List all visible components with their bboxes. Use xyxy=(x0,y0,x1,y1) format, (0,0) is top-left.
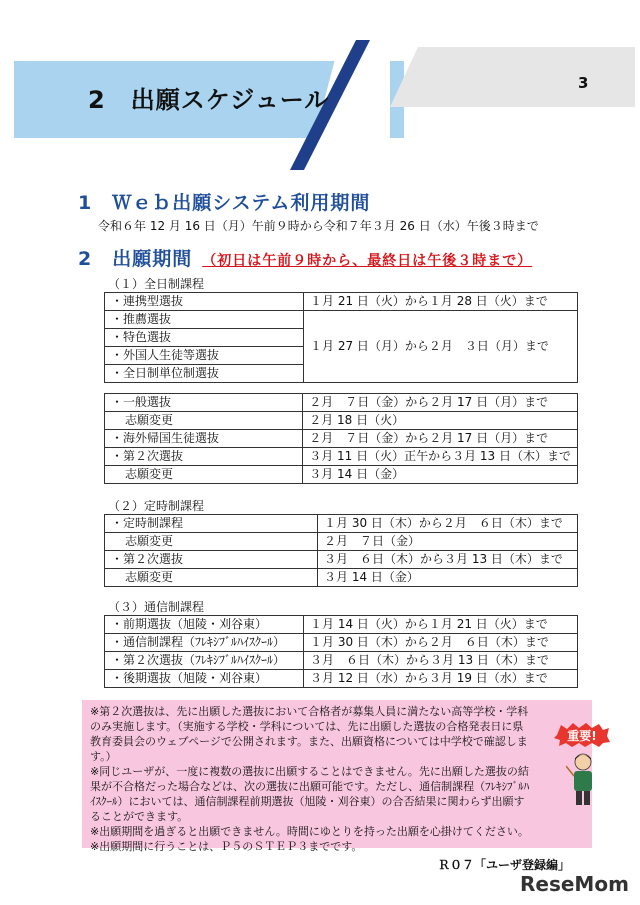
important-badge-icon xyxy=(553,722,611,748)
row-label: ・推薦選抜 xyxy=(105,311,304,329)
important-badge-text: 重要! xyxy=(567,729,597,743)
zennichi-table-2 xyxy=(104,393,578,484)
table-row xyxy=(105,670,578,688)
row-period: １月 14 日（火）から１月 21 日（火）まで xyxy=(304,616,578,634)
note-item: ※第２次選抜は、先に出願した選抜において合格者が募集人員に満たない高等学校・学科のみ実施します。（実施する学校・学科については、先に出願した選抜の合格発表日に県教育委員会のウェブページで公開されます。また、出願資格については中学校で確認します。） xyxy=(90,705,529,763)
table-row xyxy=(105,293,578,311)
row-period: ３月 ６日（木）から３月 13 日（木）まで xyxy=(304,652,578,670)
row-period: １月 30 日（木）から２月 ６日（木）まで xyxy=(318,515,578,533)
row-period: ３月 ６日（木）から３月 13 日（木）まで xyxy=(318,551,578,569)
row-label: ・定時制課程 xyxy=(105,515,318,533)
row-label: ・全日制単位制選抜 xyxy=(105,365,304,383)
row-period: ２月 18 日（火） xyxy=(303,412,578,430)
teiji-table xyxy=(104,514,578,587)
row-label: ・一般選抜 xyxy=(105,394,303,412)
row-period: ２月 ７日（金）から２月 17 日（月）まで xyxy=(303,430,578,448)
table-row xyxy=(105,394,578,412)
section1-heading: 1 Ｗｅｂ出願システム利用期間 xyxy=(78,192,371,214)
table-row xyxy=(105,616,578,634)
section2-heading xyxy=(78,244,532,271)
row-period: ２月 ７日（金）から２月 17 日（月）まで xyxy=(303,394,578,412)
notes-text xyxy=(90,704,530,854)
table-row xyxy=(105,634,578,652)
table-row xyxy=(105,448,578,466)
note-item: ※出願期間を過ぎると出願できません。時間にゆとりを持った出願を心掛けてください。 xyxy=(90,825,529,838)
row-period: １月 27 日（月）から２月 ３日（月）まで xyxy=(304,311,578,383)
row-period: ３月 14 日（金） xyxy=(303,466,578,484)
section2-note: （初日は午前９時から、最終日は午後３時まで） xyxy=(202,253,533,269)
row-label: 志願変更 xyxy=(105,533,318,551)
row-label: ・第２次選抜 xyxy=(105,448,303,466)
note-item: ※同じユーザが、一度に複数の選抜に出願することはできません。先に出願した選抜の結果が不合格だった場合などは、次の選抜に出願可能です。ただし、通信制課程（ﾌﾚｷｼﾌﾞﾙﾊｲｽｸｰﾙ）においては、通信制課程前期選抜（旭陵・刈谷東）の合否結果に関わらず出願することができます。 xyxy=(90,765,530,823)
table-row xyxy=(105,466,578,484)
table-row xyxy=(105,652,578,670)
row-label: 志願変更 xyxy=(105,466,303,484)
row-label: 志願変更 xyxy=(105,412,303,430)
row-period: ３月 12 日（水）から３月 19 日（水）まで xyxy=(304,670,578,688)
row-label: 志願変更 xyxy=(105,569,318,587)
table-row xyxy=(105,515,578,533)
row-label: ・特色選抜 xyxy=(105,329,304,347)
page-number: 3 xyxy=(578,74,589,92)
row-label: ・前期選抜（旭陵・刈谷東） xyxy=(105,616,304,634)
row-label: ・外国人生徒等選抜 xyxy=(105,347,304,365)
header-gray-shape xyxy=(390,47,635,107)
row-label: ・第２次選抜 xyxy=(105,551,318,569)
brand-logo: ReseMom xyxy=(520,872,629,896)
table-row xyxy=(105,311,578,329)
person-pointer-icon xyxy=(566,752,600,808)
row-label: ・連携型選抜 xyxy=(105,293,304,311)
row-period: ３月 14 日（金） xyxy=(318,569,578,587)
page-title: 2 出願スケジュール xyxy=(88,86,330,114)
row-period: ３月 11 日（火）正午から３月 13 日（木）まで xyxy=(303,448,578,466)
table-row xyxy=(105,412,578,430)
row-label: ・第２次選抜（ﾌﾚｷｼﾌﾞﾙﾊｲｽｸｰﾙ） xyxy=(105,652,304,670)
zennichi-label: （１）全日制課程 xyxy=(108,277,205,291)
teiji-label: （２）定時制課程 xyxy=(108,499,205,513)
row-label: ・後期選抜（旭陵・刈谷東） xyxy=(105,670,304,688)
note-item: ※出願期間に行うことは、Ｐ５のＳＴＥＰ３までです。 xyxy=(90,840,363,853)
tsushin-label: （３）通信制課程 xyxy=(108,600,205,614)
table-row xyxy=(105,551,578,569)
row-period: ２月 ７日（金） xyxy=(318,533,578,551)
footer-label: Ｒ０７「ユーザ登録編」 xyxy=(438,858,571,872)
row-label: ・通信制課程（ﾌﾚｷｼﾌﾞﾙﾊｲｽｸｰﾙ） xyxy=(105,634,304,652)
row-label: ・海外帰国生徒選抜 xyxy=(105,430,303,448)
section2-heading-text: 2 出願期間 xyxy=(78,248,193,270)
table-row xyxy=(105,569,578,587)
section1-period: 令和６年 12 月 16 日（月）午前９時から令和７年３月 26 日（水）午後３時まで xyxy=(98,219,539,233)
table-row xyxy=(105,430,578,448)
table-row xyxy=(105,533,578,551)
tsushin-table xyxy=(104,615,578,688)
row-period: １月 30 日（木）から２月 ６日（木）まで xyxy=(304,634,578,652)
zennichi-table-1 xyxy=(104,292,578,383)
row-period: １月 21 日（火）から１月 28 日（火）まで xyxy=(304,293,578,311)
